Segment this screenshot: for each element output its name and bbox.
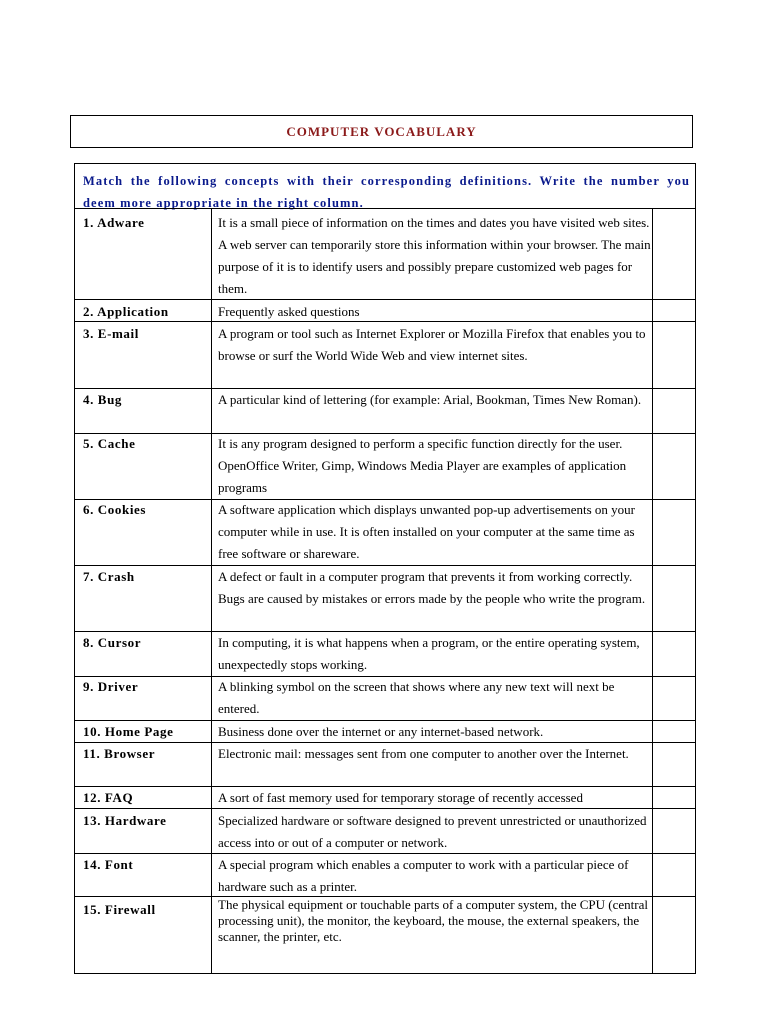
definition-cell: It is a small piece of information on the times and dates you have visited web sites. A web server can temporarily store this information within your browser. The main purpose of it is to identify users and possibly prepare customized web pages for them. <box>218 215 651 296</box>
term-cell: 9. Driver <box>83 679 139 694</box>
answer-cell[interactable] <box>653 632 696 676</box>
row-divider <box>75 299 695 300</box>
definition-cell: Business done over the internet or any internet-based network. <box>218 724 544 739</box>
instructions: Match the following concepts with their corresponding definitions. Write the number you deem more appropriate in the right column. <box>83 174 690 210</box>
term-cell: 7. Crash <box>83 569 135 584</box>
answer-cell[interactable] <box>653 500 696 565</box>
answer-cell[interactable] <box>653 566 696 631</box>
term-column-divider <box>211 208 212 974</box>
answer-cell[interactable] <box>653 809 696 853</box>
definition-cell: A sort of fast memory used for temporary storage of recently accessed <box>218 790 583 805</box>
document-title: COMPUTER VOCABULARY <box>286 123 477 139</box>
answer-cell[interactable] <box>653 389 696 433</box>
term-cell: 1. Adware <box>83 215 145 230</box>
answer-cell[interactable] <box>653 300 696 320</box>
answer-cell[interactable] <box>653 787 696 808</box>
term-cell: 2. Application <box>83 304 169 319</box>
row-divider <box>75 808 695 809</box>
definition-cell: A particular kind of lettering (for example: Arial, Bookman, Times New Roman). <box>218 392 642 407</box>
answer-cell[interactable] <box>653 743 696 786</box>
term-cell: 13. Hardware <box>83 813 167 828</box>
header-divider <box>75 208 695 209</box>
term-cell: 14. Font <box>83 857 134 872</box>
definition-cell: Specialized hardware or software designed to prevent unrestricted or unauthorized access into or out of a computer or network. <box>218 813 647 850</box>
term-cell: 5. Cache <box>83 436 136 451</box>
definition-cell: A defect or fault in a computer program that prevents it from working correctly. Bugs are caused by mistakes or errors made by the people who write the program. <box>218 569 646 606</box>
term-cell: 11. Browser <box>83 746 156 761</box>
term-cell: 6. Cookies <box>83 502 147 517</box>
term-cell: 15. Firewall <box>83 902 156 917</box>
term-cell: 10. Home Page <box>83 724 174 739</box>
definition-cell: A blinking symbol on the screen that shows where any new text will next be entered. <box>218 679 615 716</box>
answer-cell[interactable] <box>653 322 696 388</box>
title-box <box>70 115 693 148</box>
answer-cell[interactable] <box>653 434 696 499</box>
row-divider <box>75 321 695 322</box>
definition-cell: In computing, it is what happens when a program, or the entire operating system, unexpectedly stops working. <box>218 635 640 672</box>
answer-cell[interactable] <box>653 721 696 742</box>
definition-cell: Electronic mail: messages sent from one computer to another over the Internet. <box>218 746 629 761</box>
definition-cell: Frequently asked questions <box>218 304 360 319</box>
definition-cell: A special program which enables a computer to work with a particular piece of hardware such as a printer. <box>218 857 629 894</box>
term-cell: 4. Bug <box>83 392 123 407</box>
vocabulary-table <box>74 163 696 974</box>
answer-cell[interactable] <box>653 209 696 299</box>
answer-cell[interactable] <box>653 677 696 720</box>
definition-cell: A program or tool such as Internet Explorer or Mozilla Firefox that enables you to browse or surf the World Wide Web and view internet sites. <box>218 326 646 363</box>
answer-cell[interactable] <box>653 897 696 973</box>
term-cell: 12. FAQ <box>83 790 134 805</box>
definition-cell: The physical equipment or touchable parts of a computer system, the CPU (central processing unit), the monitor, the keyboard, the mouse, the external speakers, the scanner, the printer, etc. <box>218 897 648 944</box>
term-cell: 8. Cursor <box>83 635 142 650</box>
term-cell: 3. E-mail <box>83 326 139 341</box>
answer-cell[interactable] <box>653 854 696 896</box>
definition-cell: It is any program designed to perform a specific function directly for the user. OpenOffice Writer, Gimp, Windows Media Player are examples of application programs <box>218 436 627 495</box>
definition-cell: A software application which displays unwanted pop-up advertisements on your computer while in use. It is often installed on your computer at the same time as free software or shareware. <box>218 502 635 561</box>
